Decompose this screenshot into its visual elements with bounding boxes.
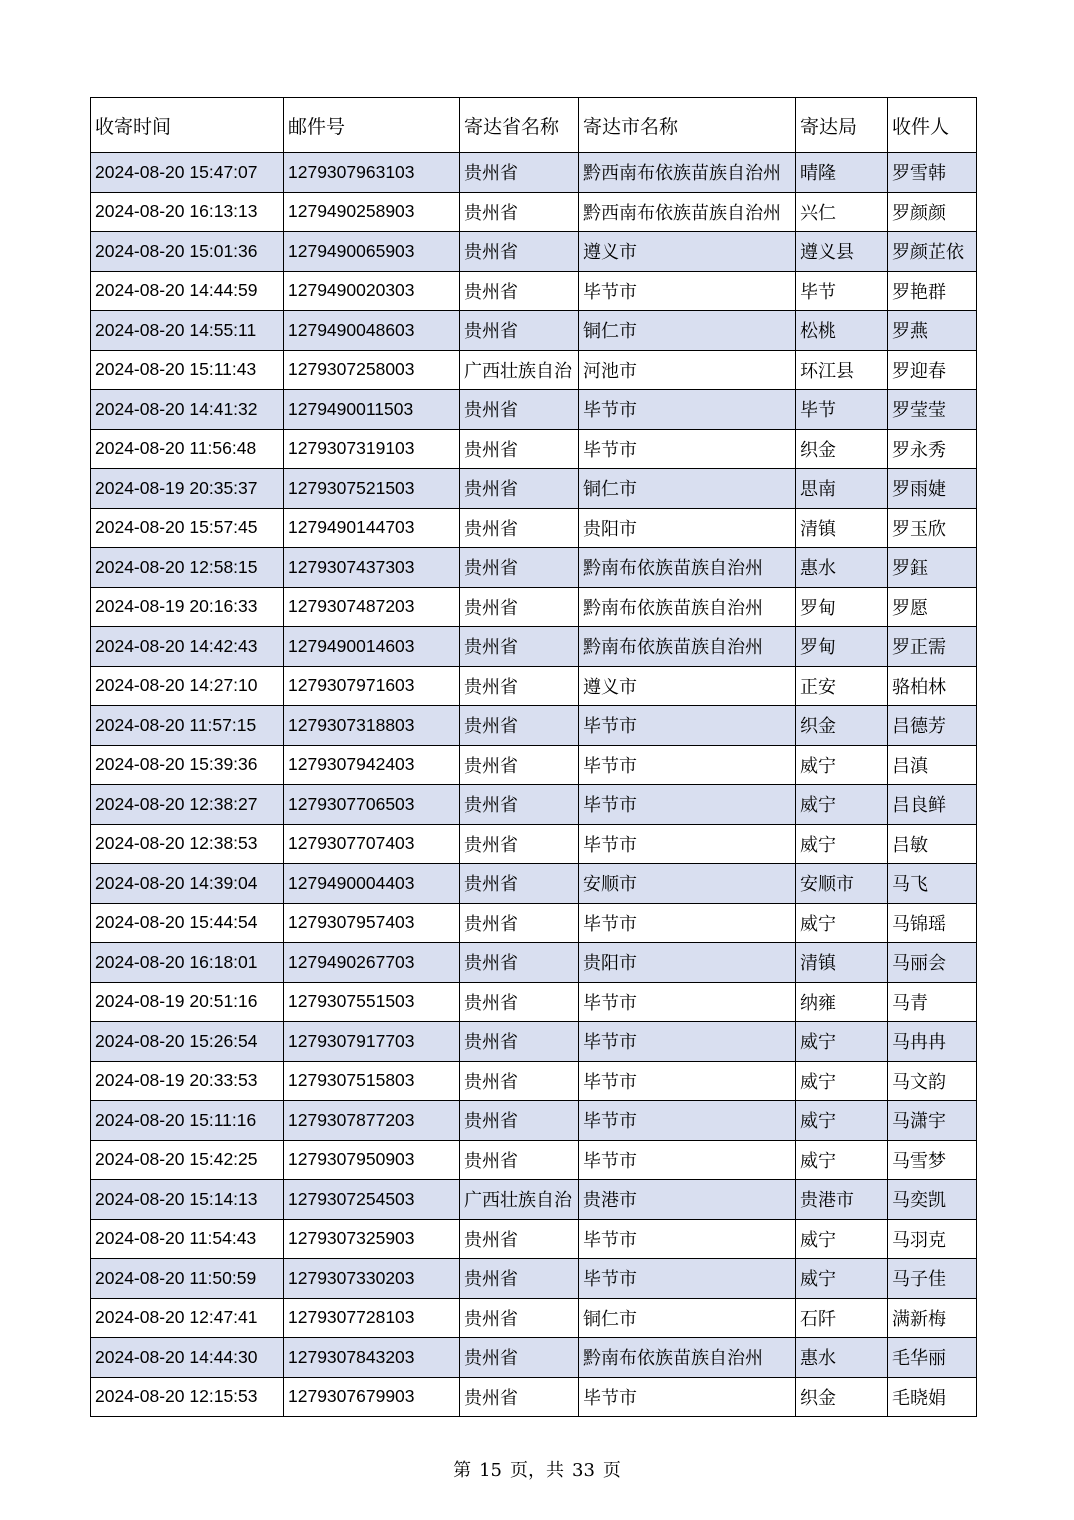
- header-dest-office: 寄达局: [796, 98, 888, 153]
- cell-recipient: 马青: [888, 982, 977, 1022]
- cell-dest-province: 贵州省: [460, 1101, 579, 1141]
- cell-dest-office: 惠水: [796, 1338, 888, 1378]
- cell-mail-number: 1279490004403: [284, 864, 460, 904]
- cell-collect-time: 2024-08-20 12:15:53: [91, 1377, 284, 1417]
- cell-recipient: 毛晓娟: [888, 1377, 977, 1417]
- cell-dest-office: 惠水: [796, 548, 888, 588]
- table-row: [91, 943, 977, 983]
- cell-dest-province: 贵州省: [460, 271, 579, 311]
- header-dest-province: 寄达省名称: [460, 98, 579, 153]
- cell-collect-time: 2024-08-20 16:18:01: [91, 943, 284, 983]
- cell-dest-city: 安顺市: [579, 864, 796, 904]
- cell-dest-office: 毕节: [796, 271, 888, 311]
- cell-dest-city: 毕节市: [579, 1259, 796, 1299]
- table-row: [91, 1180, 977, 1220]
- cell-mail-number: 1279307330203: [284, 1259, 460, 1299]
- mail-records-table: [90, 97, 977, 1417]
- cell-recipient: 罗鈺: [888, 548, 977, 588]
- table-row: [91, 627, 977, 667]
- cell-mail-number: 1279307318803: [284, 706, 460, 746]
- table-row: [91, 745, 977, 785]
- footer-page-number: 15: [479, 1460, 502, 1481]
- page-footer: [0, 1456, 1074, 1482]
- table-row: [91, 1259, 977, 1299]
- table-header-row: [91, 98, 977, 153]
- cell-dest-office: 罗甸: [796, 587, 888, 627]
- cell-collect-time: 2024-08-20 14:42:43: [91, 627, 284, 667]
- cell-dest-city: 贵阳市: [579, 508, 796, 548]
- table-row: [91, 350, 977, 390]
- cell-collect-time: 2024-08-20 15:11:16: [91, 1101, 284, 1141]
- cell-dest-province: 贵州省: [460, 745, 579, 785]
- cell-recipient: 马锦瑶: [888, 903, 977, 943]
- cell-collect-time: 2024-08-20 16:13:13: [91, 192, 284, 232]
- cell-recipient: 罗正需: [888, 627, 977, 667]
- cell-mail-number: 1279490267703: [284, 943, 460, 983]
- cell-dest-office: 毕节: [796, 390, 888, 430]
- cell-mail-number: 1279490011503: [284, 390, 460, 430]
- cell-dest-province: 贵州省: [460, 587, 579, 627]
- cell-dest-office: 松桃: [796, 311, 888, 351]
- cell-collect-time: 2024-08-20 14:27:10: [91, 666, 284, 706]
- cell-dest-office: 正安: [796, 666, 888, 706]
- cell-recipient: 满新梅: [888, 1298, 977, 1338]
- cell-dest-office: 织金: [796, 706, 888, 746]
- table-row: [91, 1140, 977, 1180]
- table-row: [91, 587, 977, 627]
- table-row: [91, 824, 977, 864]
- cell-dest-province: 贵州省: [460, 429, 579, 469]
- cell-dest-city: 毕节市: [579, 745, 796, 785]
- cell-dest-office: 威宁: [796, 745, 888, 785]
- cell-collect-time: 2024-08-20 11:57:15: [91, 706, 284, 746]
- cell-dest-province: 贵州省: [460, 706, 579, 746]
- cell-dest-city: 毕节市: [579, 390, 796, 430]
- cell-dest-city: 毕节市: [579, 1219, 796, 1259]
- cell-recipient: 马奕凯: [888, 1180, 977, 1220]
- cell-mail-number: 1279490065903: [284, 232, 460, 272]
- cell-dest-city: 毕节市: [579, 1140, 796, 1180]
- cell-mail-number: 1279307325903: [284, 1219, 460, 1259]
- footer-middle: 页，共: [510, 1460, 564, 1481]
- cell-collect-time: 2024-08-20 14:55:11: [91, 311, 284, 351]
- cell-dest-office: 兴仁: [796, 192, 888, 232]
- cell-dest-city: 铜仁市: [579, 469, 796, 509]
- cell-mail-number: 1279307707403: [284, 824, 460, 864]
- header-collect-time: 收寄时间: [91, 98, 284, 153]
- cell-collect-time: 2024-08-20 15:39:36: [91, 745, 284, 785]
- table-row: [91, 311, 977, 351]
- cell-dest-province: 贵州省: [460, 390, 579, 430]
- cell-dest-province: 贵州省: [460, 548, 579, 588]
- cell-dest-office: 贵港市: [796, 1180, 888, 1220]
- cell-recipient: 罗迎春: [888, 350, 977, 390]
- cell-collect-time: 2024-08-20 12:38:53: [91, 824, 284, 864]
- table-row: [91, 548, 977, 588]
- cell-recipient: 马冉冉: [888, 1022, 977, 1062]
- table-row: [91, 469, 977, 509]
- cell-dest-city: 毕节市: [579, 982, 796, 1022]
- table-row: [91, 508, 977, 548]
- cell-dest-city: 河池市: [579, 350, 796, 390]
- cell-dest-city: 黔西南布依族苗族自治州: [579, 153, 796, 193]
- cell-recipient: 马文韵: [888, 1061, 977, 1101]
- cell-mail-number: 1279490144703: [284, 508, 460, 548]
- cell-collect-time: 2024-08-20 11:54:43: [91, 1219, 284, 1259]
- cell-dest-province: 贵州省: [460, 943, 579, 983]
- table-row: [91, 666, 977, 706]
- cell-dest-province: 贵州省: [460, 864, 579, 904]
- cell-dest-office: 安顺市: [796, 864, 888, 904]
- cell-recipient: 罗莹莹: [888, 390, 977, 430]
- footer-total-pages: 33: [572, 1460, 595, 1481]
- cell-dest-province: 贵州省: [460, 1219, 579, 1259]
- cell-dest-office: 威宁: [796, 1101, 888, 1141]
- table-body: [91, 153, 977, 1417]
- cell-dest-office: 清镇: [796, 508, 888, 548]
- cell-collect-time: 2024-08-20 11:56:48: [91, 429, 284, 469]
- cell-recipient: 罗燕: [888, 311, 977, 351]
- cell-dest-office: 威宁: [796, 1022, 888, 1062]
- cell-recipient: 罗艳群: [888, 271, 977, 311]
- cell-dest-office: 威宁: [796, 903, 888, 943]
- cell-recipient: 马潇宇: [888, 1101, 977, 1141]
- cell-recipient: 毛华丽: [888, 1338, 977, 1378]
- cell-recipient: 马雪梦: [888, 1140, 977, 1180]
- cell-dest-province: 贵州省: [460, 1338, 579, 1378]
- cell-dest-province: 贵州省: [460, 785, 579, 825]
- table-row: [91, 390, 977, 430]
- cell-mail-number: 1279490048603: [284, 311, 460, 351]
- table-row: [91, 785, 977, 825]
- cell-recipient: 马羽克: [888, 1219, 977, 1259]
- cell-collect-time: 2024-08-19 20:16:33: [91, 587, 284, 627]
- cell-recipient: 吕敏: [888, 824, 977, 864]
- header-recipient: 收件人: [888, 98, 977, 153]
- cell-dest-office: 威宁: [796, 1061, 888, 1101]
- cell-collect-time: 2024-08-20 15:42:25: [91, 1140, 284, 1180]
- cell-dest-office: 晴隆: [796, 153, 888, 193]
- cell-recipient: 罗雪韩: [888, 153, 977, 193]
- cell-mail-number: 1279307706503: [284, 785, 460, 825]
- cell-recipient: 罗雨婕: [888, 469, 977, 509]
- cell-dest-city: 贵港市: [579, 1180, 796, 1220]
- cell-dest-office: 织金: [796, 429, 888, 469]
- table-row: [91, 1061, 977, 1101]
- cell-dest-province: 贵州省: [460, 982, 579, 1022]
- footer-prefix: 第: [453, 1460, 472, 1481]
- cell-mail-number: 1279307437303: [284, 548, 460, 588]
- cell-dest-province: 贵州省: [460, 1259, 579, 1299]
- cell-collect-time: 2024-08-20 14:41:32: [91, 390, 284, 430]
- cell-dest-province: 贵州省: [460, 1140, 579, 1180]
- cell-mail-number: 1279307843203: [284, 1338, 460, 1378]
- cell-recipient: 骆柏林: [888, 666, 977, 706]
- cell-collect-time: 2024-08-20 14:44:59: [91, 271, 284, 311]
- header-mail-number: 邮件号: [284, 98, 460, 153]
- cell-recipient: 马飞: [888, 864, 977, 904]
- cell-collect-time: 2024-08-19 20:51:16: [91, 982, 284, 1022]
- cell-recipient: 马子佳: [888, 1259, 977, 1299]
- cell-collect-time: 2024-08-19 20:33:53: [91, 1061, 284, 1101]
- cell-dest-province: 贵州省: [460, 1022, 579, 1062]
- cell-dest-city: 遵义市: [579, 232, 796, 272]
- cell-dest-province: 贵州省: [460, 1377, 579, 1417]
- cell-dest-province: 贵州省: [460, 153, 579, 193]
- cell-dest-province: 贵州省: [460, 903, 579, 943]
- cell-dest-city: 毕节市: [579, 785, 796, 825]
- cell-dest-office: 织金: [796, 1377, 888, 1417]
- table-row: [91, 192, 977, 232]
- table-row: [91, 1298, 977, 1338]
- cell-recipient: 罗颜芷依: [888, 232, 977, 272]
- table-row: [91, 1219, 977, 1259]
- cell-collect-time: 2024-08-20 15:14:13: [91, 1180, 284, 1220]
- cell-mail-number: 1279307258003: [284, 350, 460, 390]
- cell-mail-number: 1279307957403: [284, 903, 460, 943]
- table-row: [91, 1377, 977, 1417]
- cell-dest-city: 毕节市: [579, 706, 796, 746]
- footer-suffix: 页: [602, 1460, 621, 1481]
- table-row: [91, 982, 977, 1022]
- cell-dest-city: 黔南布依族苗族自治州: [579, 548, 796, 588]
- cell-mail-number: 1279307521503: [284, 469, 460, 509]
- cell-dest-province: 广西壮族自治: [460, 1180, 579, 1220]
- cell-dest-office: 清镇: [796, 943, 888, 983]
- table-row: [91, 232, 977, 272]
- table-row: [91, 1338, 977, 1378]
- cell-collect-time: 2024-08-20 15:47:07: [91, 153, 284, 193]
- table-row: [91, 271, 977, 311]
- cell-collect-time: 2024-08-20 15:57:45: [91, 508, 284, 548]
- cell-dest-province: 贵州省: [460, 1061, 579, 1101]
- cell-dest-office: 威宁: [796, 785, 888, 825]
- cell-dest-city: 遵义市: [579, 666, 796, 706]
- cell-dest-office: 威宁: [796, 1140, 888, 1180]
- cell-mail-number: 1279490014603: [284, 627, 460, 667]
- cell-dest-city: 黔西南布依族苗族自治州: [579, 192, 796, 232]
- cell-recipient: 吕良鲜: [888, 785, 977, 825]
- cell-recipient: 罗永秀: [888, 429, 977, 469]
- cell-mail-number: 1279490258903: [284, 192, 460, 232]
- cell-collect-time: 2024-08-20 14:39:04: [91, 864, 284, 904]
- cell-dest-province: 广西壮族自治: [460, 350, 579, 390]
- table-row: [91, 864, 977, 904]
- cell-dest-city: 毕节市: [579, 903, 796, 943]
- table-row: [91, 1101, 977, 1141]
- cell-mail-number: 1279307942403: [284, 745, 460, 785]
- cell-dest-office: 思南: [796, 469, 888, 509]
- cell-mail-number: 1279307254503: [284, 1180, 460, 1220]
- cell-dest-province: 贵州省: [460, 232, 579, 272]
- cell-dest-office: 威宁: [796, 1219, 888, 1259]
- cell-dest-city: 贵阳市: [579, 943, 796, 983]
- cell-collect-time: 2024-08-19 20:35:37: [91, 469, 284, 509]
- cell-dest-city: 黔南布依族苗族自治州: [579, 1338, 796, 1378]
- cell-dest-province: 贵州省: [460, 666, 579, 706]
- cell-mail-number: 1279307319103: [284, 429, 460, 469]
- cell-dest-office: 遵义县: [796, 232, 888, 272]
- cell-recipient: 罗玉欣: [888, 508, 977, 548]
- table-row: [91, 153, 977, 193]
- table-row: [91, 1022, 977, 1062]
- cell-collect-time: 2024-08-20 14:44:30: [91, 1338, 284, 1378]
- cell-mail-number: 1279307487203: [284, 587, 460, 627]
- cell-collect-time: 2024-08-20 15:11:43: [91, 350, 284, 390]
- cell-collect-time: 2024-08-20 15:26:54: [91, 1022, 284, 1062]
- cell-dest-province: 贵州省: [460, 824, 579, 864]
- cell-dest-city: 铜仁市: [579, 1298, 796, 1338]
- cell-dest-office: 纳雍: [796, 982, 888, 1022]
- cell-dest-city: 毕节市: [579, 1061, 796, 1101]
- cell-dest-office: 环江县: [796, 350, 888, 390]
- header-dest-city: 寄达市名称: [579, 98, 796, 153]
- cell-dest-city: 毕节市: [579, 1101, 796, 1141]
- cell-dest-office: 威宁: [796, 1259, 888, 1299]
- cell-mail-number: 1279307679903: [284, 1377, 460, 1417]
- cell-mail-number: 1279307877203: [284, 1101, 460, 1141]
- cell-dest-city: 毕节市: [579, 1377, 796, 1417]
- cell-dest-office: 罗甸: [796, 627, 888, 667]
- cell-dest-city: 毕节市: [579, 824, 796, 864]
- cell-dest-city: 毕节市: [579, 429, 796, 469]
- cell-dest-province: 贵州省: [460, 1298, 579, 1338]
- cell-mail-number: 1279307950903: [284, 1140, 460, 1180]
- cell-dest-city: 毕节市: [579, 271, 796, 311]
- table-row: [91, 706, 977, 746]
- cell-dest-province: 贵州省: [460, 508, 579, 548]
- cell-dest-office: 威宁: [796, 824, 888, 864]
- cell-mail-number: 1279307728103: [284, 1298, 460, 1338]
- cell-mail-number: 1279307551503: [284, 982, 460, 1022]
- cell-collect-time: 2024-08-20 12:47:41: [91, 1298, 284, 1338]
- cell-recipient: 罗颜颜: [888, 192, 977, 232]
- cell-collect-time: 2024-08-20 12:38:27: [91, 785, 284, 825]
- table-row: [91, 429, 977, 469]
- cell-dest-city: 毕节市: [579, 1022, 796, 1062]
- cell-recipient: 吕滇: [888, 745, 977, 785]
- cell-dest-city: 铜仁市: [579, 311, 796, 351]
- cell-dest-province: 贵州省: [460, 627, 579, 667]
- cell-dest-city: 黔南布依族苗族自治州: [579, 587, 796, 627]
- cell-mail-number: 1279307971603: [284, 666, 460, 706]
- cell-collect-time: 2024-08-20 15:01:36: [91, 232, 284, 272]
- cell-dest-province: 贵州省: [460, 311, 579, 351]
- cell-dest-office: 石阡: [796, 1298, 888, 1338]
- cell-mail-number: 1279307963103: [284, 153, 460, 193]
- cell-dest-province: 贵州省: [460, 469, 579, 509]
- cell-mail-number: 1279307515803: [284, 1061, 460, 1101]
- table-row: [91, 903, 977, 943]
- cell-mail-number: 1279307917703: [284, 1022, 460, 1062]
- cell-dest-city: 黔南布依族苗族自治州: [579, 627, 796, 667]
- cell-dest-province: 贵州省: [460, 192, 579, 232]
- cell-collect-time: 2024-08-20 11:50:59: [91, 1259, 284, 1299]
- cell-recipient: 罗愿: [888, 587, 977, 627]
- cell-collect-time: 2024-08-20 12:58:15: [91, 548, 284, 588]
- cell-collect-time: 2024-08-20 15:44:54: [91, 903, 284, 943]
- cell-recipient: 吕德芳: [888, 706, 977, 746]
- cell-recipient: 马丽会: [888, 943, 977, 983]
- cell-mail-number: 1279490020303: [284, 271, 460, 311]
